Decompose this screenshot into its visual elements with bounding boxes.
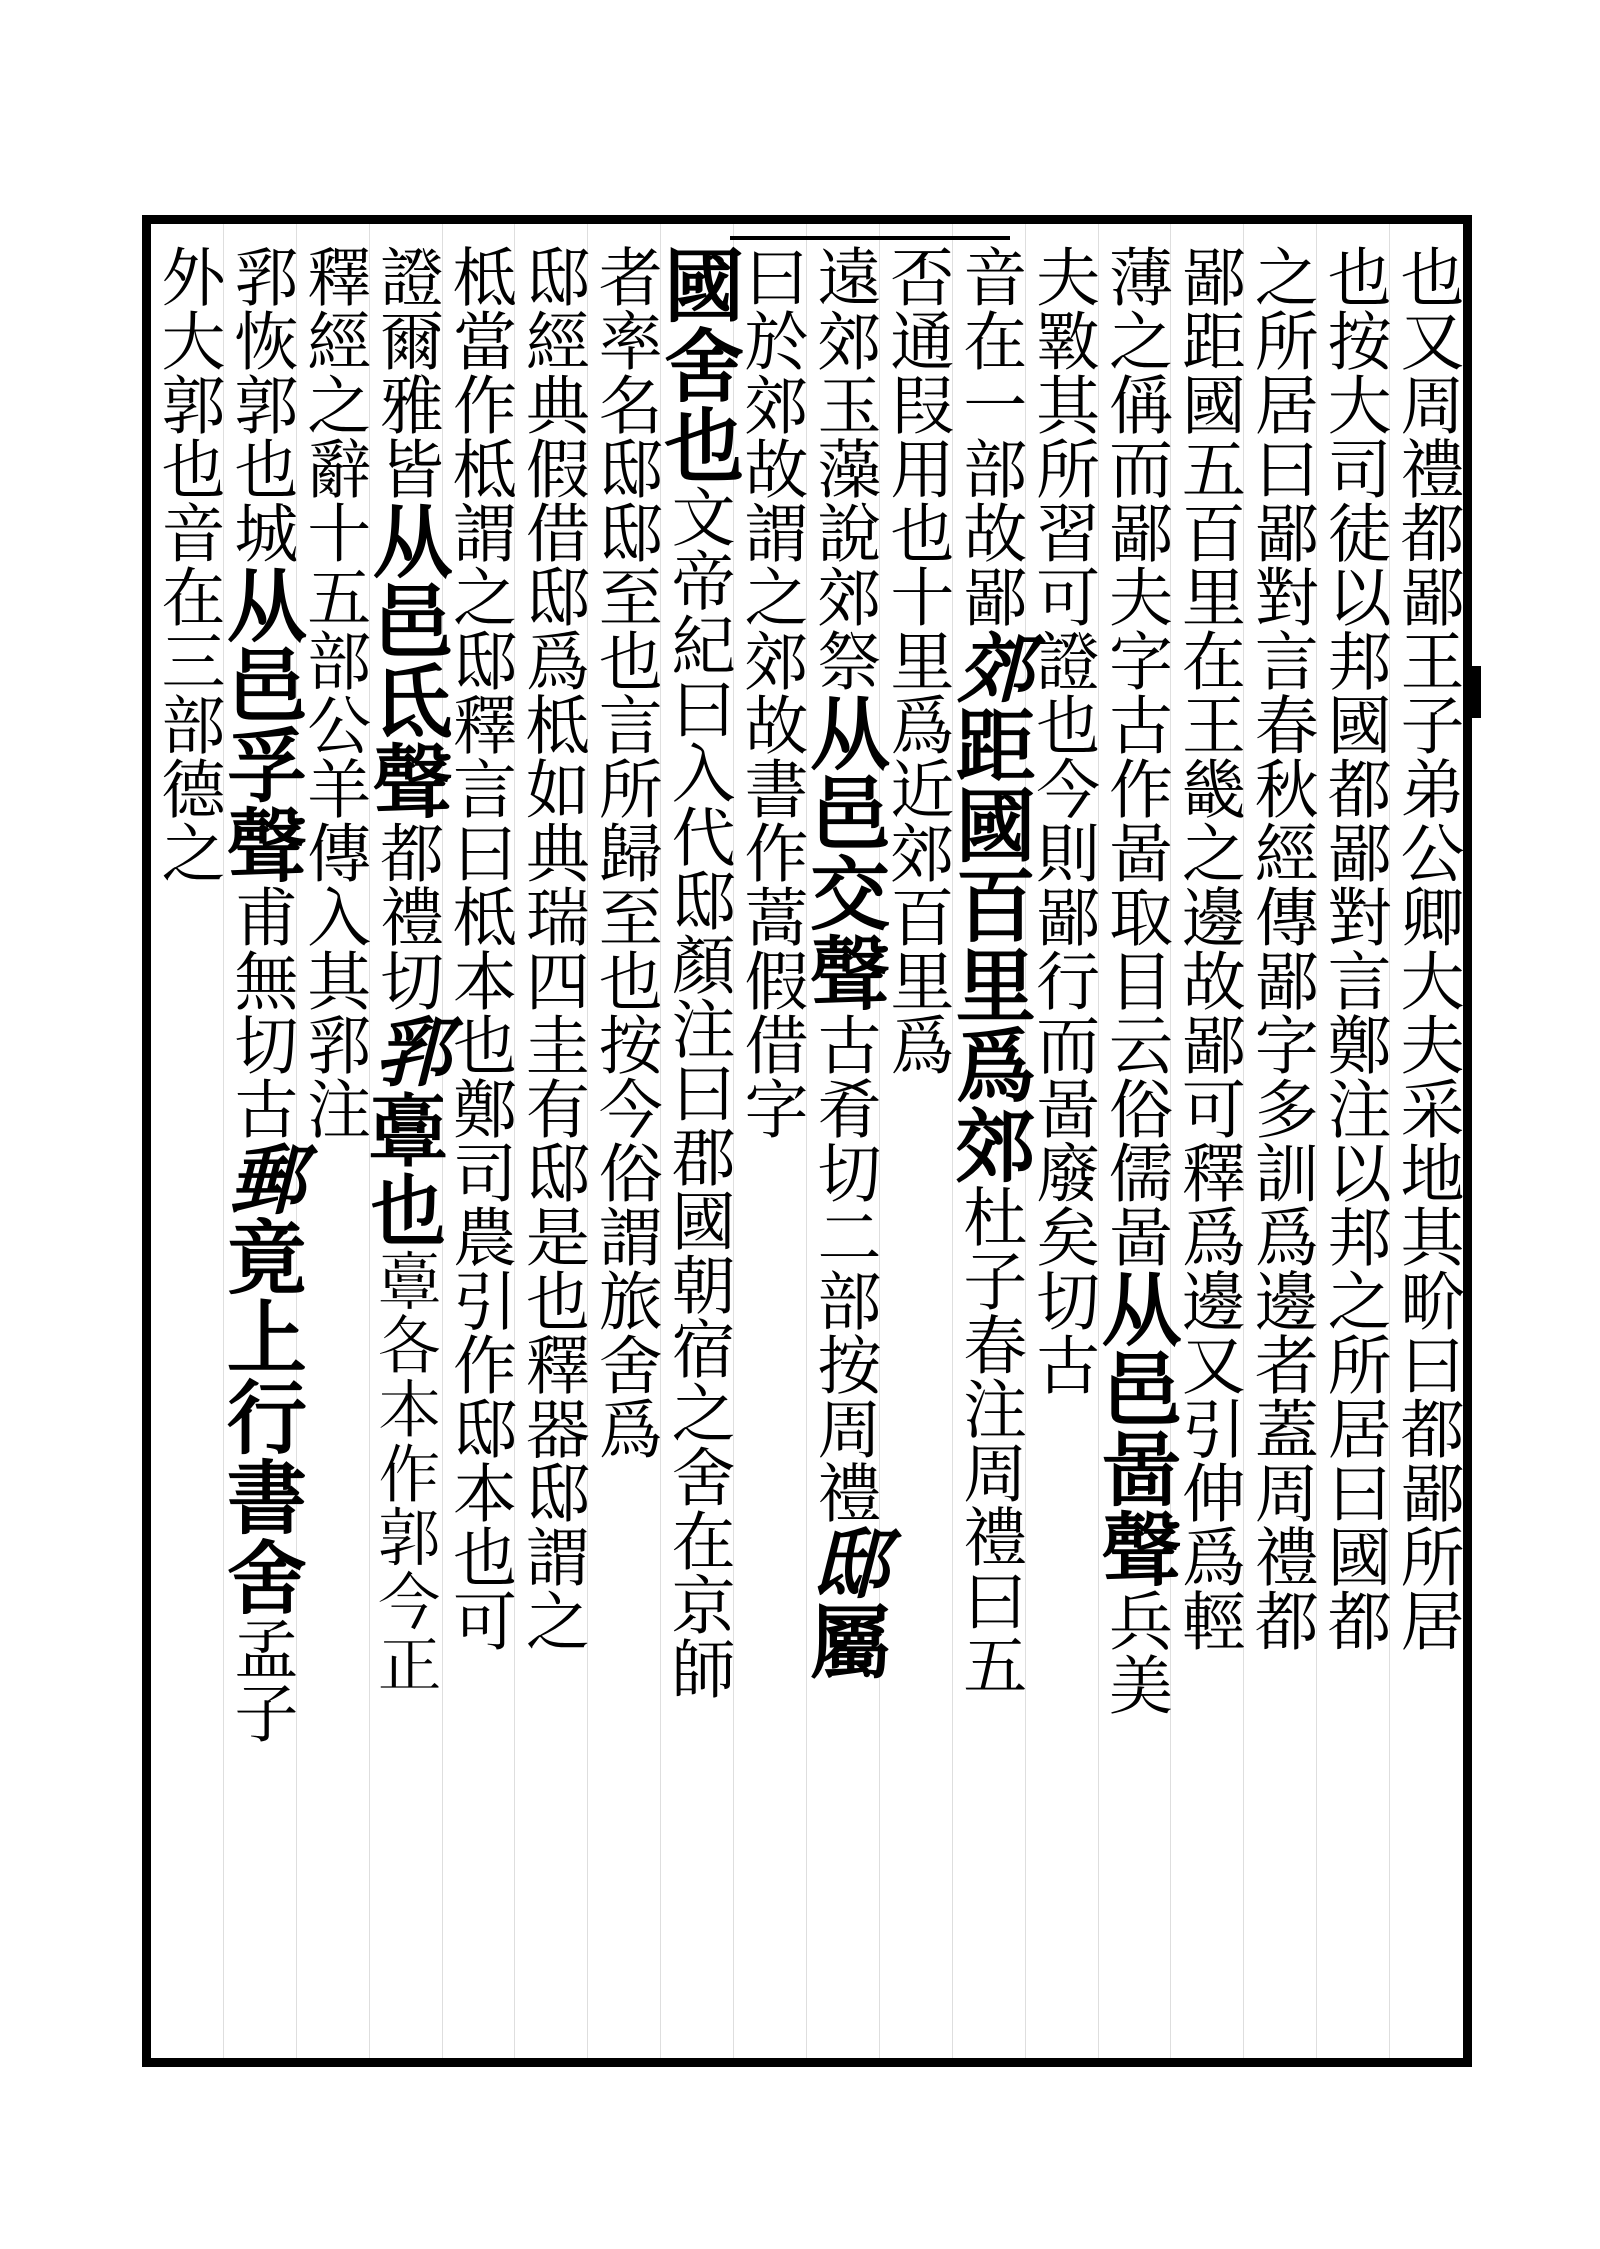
annotation-text: 孟子 (223, 1616, 298, 1744)
annotation-text: 音在一部故鄙 (952, 244, 1027, 628)
annotation-text: 十里爲近郊百里爲 (879, 564, 954, 1076)
main-text: 國舍也 (650, 244, 745, 484)
annotation-text: 切古 (1025, 1268, 1100, 1396)
annotation-text: 兵美 (1098, 1588, 1172, 1716)
main-text: 从邑氐聲 (359, 500, 454, 820)
main-text: 竟上行書舍 (213, 1216, 308, 1616)
main-text: 从邑啚聲 (1088, 1268, 1182, 1588)
annotation-text: 者率名邸邸至也言所歸至也按今俗謂旅舍爲 (587, 244, 662, 1460)
annotation-text: 甫無切古 (223, 884, 298, 1140)
annotation-text: 公羊傳入其郛注 (296, 692, 371, 1140)
page-frame (142, 215, 1472, 2067)
main-text: 距國百里爲郊 (942, 704, 1037, 1184)
main-text: 从邑孚聲 (213, 564, 308, 884)
text-column (140, 244, 234, 884)
annotation-text: 也按大司徒以邦國都鄙對言鄭注以邦之所居曰國都 (1316, 244, 1391, 1652)
annotation-text: 文帝紀曰入代邸顏注曰郡國朝宿之舍在京師 (660, 484, 735, 1700)
annotation-text: 釋經之辭 (296, 244, 371, 500)
fishtail-mark (730, 210, 1010, 240)
annotation-text: 鄙距國五百里在王畿之邊故鄙可釋爲邊又引伸爲輕 (1170, 244, 1245, 1652)
annotation-text: 故書作蒿假借字 (733, 692, 808, 1140)
annotation-text: 德之 (150, 756, 225, 884)
annotation-text: 古肴切二部按周禮 (806, 1012, 881, 1524)
annotation-text: 薄之偁而鄙夫字古作啚取目云俗儒啚 (1098, 244, 1172, 1268)
annotation-text: 音在三部 (150, 500, 225, 756)
annotation-text: 遠郊玉藻說郊祭 (806, 244, 881, 692)
seal-script-character: 郊 (945, 628, 1035, 704)
annotation-text: 柢當作柢謂之邸釋言曰柢本也鄭司農引作邸本也可 (442, 244, 516, 1652)
annotation-text: 曰於郊故謂之郊 (733, 244, 808, 692)
annotation-text: 𩫏各本作郭今正 (369, 1248, 444, 1696)
annotation-text: 都禮切 (369, 820, 444, 1012)
annotation-text: 否通叚用也 (879, 244, 954, 564)
main-text: 𩫏也 (359, 1088, 454, 1248)
seal-script-character: 郛 (362, 1012, 452, 1088)
annotation-text: 邸經典假借邸爲柢如典瑞四圭有邸是也釋器邸謂之 (514, 244, 589, 1652)
seal-script-character: 邸 (799, 1524, 889, 1600)
main-text: 屬 (796, 1600, 891, 1680)
annotation-text: 外大郭也 (150, 244, 225, 500)
annotation-text: 郛恢郭也城 (223, 244, 298, 564)
annotation-text: 杜子春注周禮曰五 (952, 1184, 1027, 1696)
annotation-text: 十五部 (296, 500, 371, 692)
annotation-text: 證爾雅皆 (369, 244, 444, 500)
main-text: 从邑交聲 (796, 692, 891, 1012)
annotation-text: 也又周禮都鄙王子弟公卿大夫采地其畍曰都鄙所居 (1389, 244, 1464, 1652)
annotation-text: 之所居曰鄙對言春秋經傳鄙字多訓爲邊者蓋周禮都 (1243, 244, 1318, 1652)
seal-script-character: 郵 (216, 1140, 306, 1216)
annotation-text: 夫斁其所習可證也今則鄙行而啚廢矣 (1025, 244, 1100, 1268)
